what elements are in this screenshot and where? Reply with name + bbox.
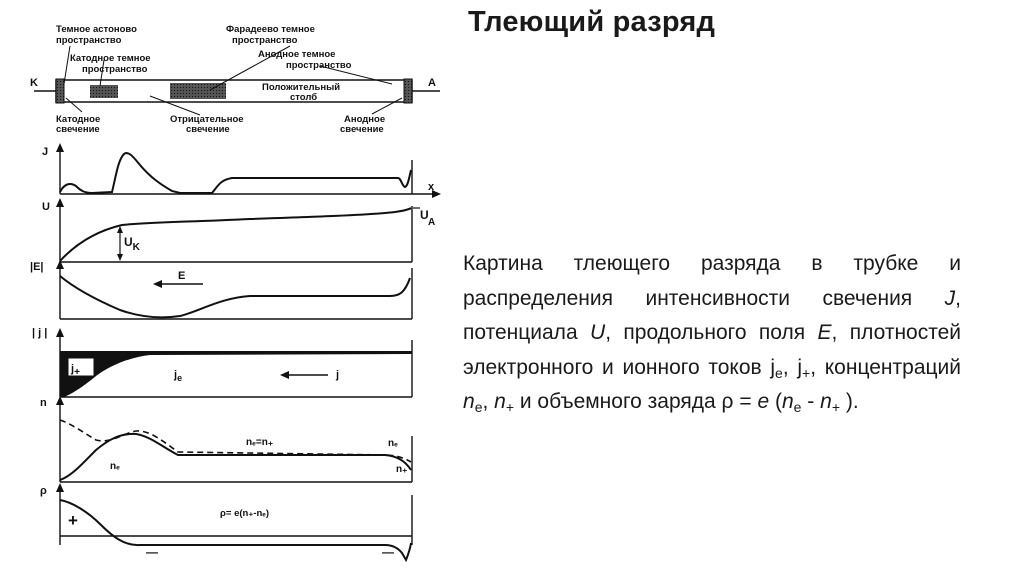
label-positive-column-1: Положительный [262, 82, 341, 93]
concentration-curve-n-e [60, 434, 411, 480]
field-curve-E [60, 276, 410, 317]
anode-electrode [404, 79, 412, 103]
axis-label-rho: ρ [40, 485, 47, 497]
label-E-arrow: E [178, 270, 186, 282]
label-j-plus: j+ [71, 363, 80, 378]
ion-current-area [60, 351, 412, 397]
label-minus-1: — [146, 545, 158, 559]
label-aston-dark-2: пространство [56, 35, 122, 46]
label-cathode-glow-1: Катодное [56, 114, 101, 125]
potential-curve-U [60, 208, 411, 261]
label-aston-dark-1: Темное астоново [56, 24, 137, 35]
axis-label-U: U [42, 201, 50, 213]
uk-arrow-bottom [117, 254, 123, 261]
slide-title: Тлеющий разряд [468, 6, 716, 38]
axis-label-J: J [42, 146, 49, 158]
label-j-e: $j_e$ [174, 369, 183, 383]
label-cathode-dark-1: Катодное темное [70, 53, 151, 64]
e-direction-arrowhead [153, 280, 162, 288]
label-rho-formula: ρ= e(n₊-nₑ) [220, 508, 270, 519]
slide-description: Картина тлеющего разряда в трубке и распределения интенсивности свечения J, потенциала U, продольного поля E, плотностей электронного и ионного токов $j_e$, $j_+$, концентраций $n_e$, $n_+$ и объемного заряда ρ = e ($n_e - n_+$ ). [463, 252, 962, 415]
label-positive-column-2: столб [290, 92, 318, 103]
label-anode-glow-1: Анодное [344, 114, 386, 125]
axis-label-n: n [40, 397, 47, 409]
label-UK: $U_K$ [124, 235, 140, 253]
label-ne-right: nₑ [388, 438, 398, 449]
axis-lines [60, 147, 437, 545]
j-direction-arrowhead [280, 371, 289, 379]
label-faraday-dark-1: Фарадеево темное [226, 24, 315, 35]
label-anode-dark-2: пространство [286, 60, 352, 71]
label-negative-glow-2: свечение [186, 124, 230, 135]
cathode-electrode [56, 79, 64, 103]
label-cathode: K [30, 77, 38, 89]
label-nplus-right: n₊ [396, 464, 408, 475]
glow-discharge-diagram [0, 0, 450, 574]
label-anode: A [428, 77, 436, 89]
label-cathode-glow-2: свечение [56, 124, 100, 135]
label-minus-2: — [382, 545, 394, 559]
label-anode-glow-2: свечение [340, 124, 384, 135]
label-UA: UA [420, 208, 436, 228]
label-ne-low: nₑ [110, 461, 120, 472]
cathode-dark-region [90, 85, 118, 98]
intensity-curve-J [60, 153, 411, 193]
label-ne-eq-nplus: nₑ=n₊ [246, 437, 274, 448]
label-cathode-dark-2: пространство [82, 64, 148, 75]
label-negative-glow-1: Отрицательное [170, 114, 244, 125]
axis-label-j: | j | [32, 327, 48, 339]
label-anode-dark-1: Анодное темное [258, 49, 336, 60]
label-j-arrow: j [336, 369, 340, 381]
axis-label-E: |E| [30, 261, 44, 273]
label-plus-sign: + [68, 511, 78, 530]
axis-label-x: x [428, 181, 435, 193]
label-faraday-dark-2: пространство [232, 35, 298, 46]
